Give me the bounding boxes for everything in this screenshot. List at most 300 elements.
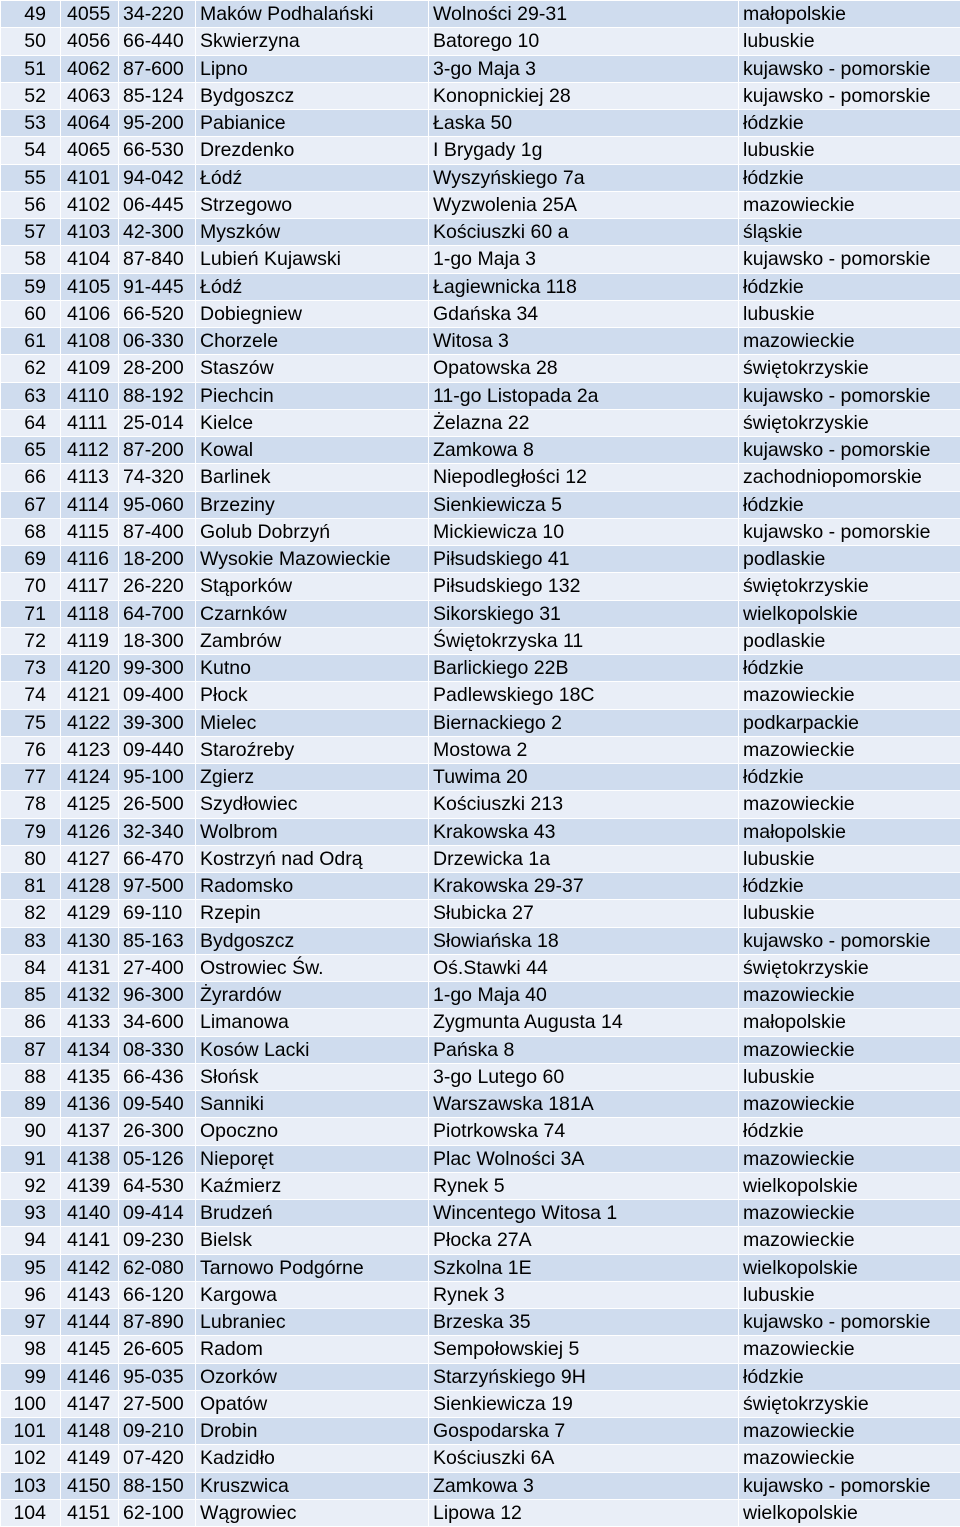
- postal-code-cell: 74-320: [119, 464, 196, 491]
- city-cell: Brudzeń: [196, 1200, 429, 1227]
- table-row: [1, 1036, 960, 1063]
- street-address-cell: Brzeska 35: [429, 1309, 739, 1336]
- region-cell: łódzkie: [739, 1118, 960, 1145]
- region-cell: lubuskie: [739, 137, 960, 164]
- branch-id-cell: 4147: [61, 1390, 119, 1417]
- postal-code-cell: 09-230: [119, 1227, 196, 1254]
- branch-id-cell: 4101: [61, 164, 119, 191]
- region-cell: świętokrzyskie: [739, 409, 960, 436]
- table-row: [1, 1254, 960, 1281]
- region-cell: łódzkie: [739, 164, 960, 191]
- postal-code-cell: 87-400: [119, 518, 196, 545]
- table-row: [1, 1091, 960, 1118]
- region-cell: lubuskie: [739, 1281, 960, 1308]
- row-number-cell: 51: [1, 55, 61, 82]
- region-cell: lubuskie: [739, 845, 960, 872]
- street-address-cell: Zygmunta Augusta 14: [429, 1009, 739, 1036]
- postal-code-cell: 28-200: [119, 355, 196, 382]
- branch-id-cell: 4145: [61, 1336, 119, 1363]
- street-address-cell: Kościuszki 60 a: [429, 219, 739, 246]
- street-address-cell: Krakowska 43: [429, 818, 739, 845]
- table-row: [1, 1336, 960, 1363]
- table-row: [1, 627, 960, 654]
- street-address-cell: Lipowa 12: [429, 1499, 739, 1526]
- branch-id-cell: 4133: [61, 1009, 119, 1036]
- branch-id-cell: 4119: [61, 627, 119, 654]
- city-cell: Opoczno: [196, 1118, 429, 1145]
- region-cell: kujawsko - pomorskie: [739, 1472, 960, 1499]
- city-cell: Drezdenko: [196, 137, 429, 164]
- street-address-cell: Oś.Stawki 44: [429, 954, 739, 981]
- branch-id-cell: 4106: [61, 300, 119, 327]
- region-cell: mazowieckie: [739, 1200, 960, 1227]
- postal-code-cell: 64-530: [119, 1172, 196, 1199]
- city-cell: Tarnowo Podgórne: [196, 1254, 429, 1281]
- row-number-cell: 52: [1, 82, 61, 109]
- postal-code-cell: 09-414: [119, 1200, 196, 1227]
- region-cell: śląskie: [739, 219, 960, 246]
- postal-code-cell: 97-500: [119, 873, 196, 900]
- postal-code-cell: 26-500: [119, 791, 196, 818]
- city-cell: Barlinek: [196, 464, 429, 491]
- region-cell: łódzkie: [739, 1363, 960, 1390]
- postal-code-cell: 32-340: [119, 818, 196, 845]
- row-number-cell: 96: [1, 1281, 61, 1308]
- street-address-cell: Niepodległości 12: [429, 464, 739, 491]
- street-address-cell: Batorego 10: [429, 28, 739, 55]
- city-cell: Skwierzyna: [196, 28, 429, 55]
- street-address-cell: Piłsudskiego 132: [429, 573, 739, 600]
- table-row: [1, 464, 960, 491]
- branch-id-cell: 4118: [61, 600, 119, 627]
- region-cell: mazowieckie: [739, 1336, 960, 1363]
- table-row: [1, 655, 960, 682]
- branch-id-cell: 4124: [61, 764, 119, 791]
- postal-code-cell: 34-600: [119, 1009, 196, 1036]
- table-row: [1, 600, 960, 627]
- postal-code-cell: 42-300: [119, 219, 196, 246]
- table-row: [1, 1227, 960, 1254]
- region-cell: łódzkie: [739, 655, 960, 682]
- table-row: [1, 82, 960, 109]
- row-number-cell: 97: [1, 1309, 61, 1336]
- branch-id-cell: 4137: [61, 1118, 119, 1145]
- table-row: [1, 1445, 960, 1472]
- branch-id-cell: 4109: [61, 355, 119, 382]
- table-row: [1, 300, 960, 327]
- region-cell: łódzkie: [739, 491, 960, 518]
- postal-code-cell: 39-300: [119, 709, 196, 736]
- table-row: [1, 382, 960, 409]
- city-cell: Nieporęt: [196, 1145, 429, 1172]
- region-cell: kujawsko - pomorskie: [739, 382, 960, 409]
- postal-code-cell: 27-500: [119, 1390, 196, 1417]
- postal-code-cell: 66-440: [119, 28, 196, 55]
- city-cell: Czarnków: [196, 600, 429, 627]
- table-row: [1, 900, 960, 927]
- postal-code-cell: 85-163: [119, 927, 196, 954]
- row-number-cell: 78: [1, 791, 61, 818]
- postal-code-cell: 66-120: [119, 1281, 196, 1308]
- postal-code-cell: 27-400: [119, 954, 196, 981]
- region-cell: mazowieckie: [739, 1418, 960, 1445]
- table-row: [1, 818, 960, 845]
- table-row: [1, 137, 960, 164]
- region-cell: mazowieckie: [739, 1036, 960, 1063]
- city-cell: Opatów: [196, 1390, 429, 1417]
- street-address-cell: Gospodarska 7: [429, 1418, 739, 1445]
- postal-code-cell: 85-124: [119, 82, 196, 109]
- postal-code-cell: 34-220: [119, 1, 196, 28]
- street-address-cell: Zamkowa 3: [429, 1472, 739, 1499]
- street-address-cell: Konopnickiej 28: [429, 82, 739, 109]
- region-cell: kujawsko - pomorskie: [739, 1309, 960, 1336]
- row-number-cell: 58: [1, 246, 61, 273]
- city-cell: Ostrowiec Św.: [196, 954, 429, 981]
- row-number-cell: 53: [1, 110, 61, 137]
- street-address-cell: I Brygady 1g: [429, 137, 739, 164]
- region-cell: mazowieckie: [739, 982, 960, 1009]
- street-address-cell: Zamkowa 8: [429, 437, 739, 464]
- branch-id-cell: 4103: [61, 219, 119, 246]
- branch-id-cell: 4104: [61, 246, 119, 273]
- row-number-cell: 60: [1, 300, 61, 327]
- branch-id-cell: 4063: [61, 82, 119, 109]
- street-address-cell: Tuwima 20: [429, 764, 739, 791]
- street-address-cell: 11-go Listopada 2a: [429, 382, 739, 409]
- city-cell: Strzegowo: [196, 191, 429, 218]
- table-row: [1, 1009, 960, 1036]
- table-row: [1, 573, 960, 600]
- postal-code-cell: 88-150: [119, 1472, 196, 1499]
- street-address-cell: Szkolna 1E: [429, 1254, 739, 1281]
- postal-code-cell: 05-126: [119, 1145, 196, 1172]
- city-cell: Staroźreby: [196, 736, 429, 763]
- city-cell: Dobiegniew: [196, 300, 429, 327]
- city-cell: Mielec: [196, 709, 429, 736]
- region-cell: mazowieckie: [739, 1445, 960, 1472]
- region-cell: mazowieckie: [739, 328, 960, 355]
- region-cell: podlaskie: [739, 546, 960, 573]
- table-row: [1, 1472, 960, 1499]
- row-number-cell: 50: [1, 28, 61, 55]
- table-row: [1, 409, 960, 436]
- row-number-cell: 89: [1, 1091, 61, 1118]
- region-cell: wielkopolskie: [739, 1172, 960, 1199]
- postal-code-cell: 99-300: [119, 655, 196, 682]
- branch-id-cell: 4140: [61, 1200, 119, 1227]
- row-number-cell: 77: [1, 764, 61, 791]
- street-address-cell: Gdańska 34: [429, 300, 739, 327]
- city-cell: Lipno: [196, 55, 429, 82]
- region-cell: lubuskie: [739, 28, 960, 55]
- row-number-cell: 83: [1, 927, 61, 954]
- postal-code-cell: 66-520: [119, 300, 196, 327]
- table-row: [1, 1145, 960, 1172]
- row-number-cell: 100: [1, 1390, 61, 1417]
- city-cell: Kadzidło: [196, 1445, 429, 1472]
- street-address-cell: Świętokrzyska 11: [429, 627, 739, 654]
- row-number-cell: 95: [1, 1254, 61, 1281]
- street-address-cell: Wincentego Witosa 1: [429, 1200, 739, 1227]
- city-cell: Limanowa: [196, 1009, 429, 1036]
- row-number-cell: 67: [1, 491, 61, 518]
- region-cell: mazowieckie: [739, 736, 960, 763]
- row-number-cell: 103: [1, 1472, 61, 1499]
- city-cell: Żyrardów: [196, 982, 429, 1009]
- region-cell: mazowieckie: [739, 682, 960, 709]
- branch-id-cell: 4126: [61, 818, 119, 845]
- postal-code-cell: 95-100: [119, 764, 196, 791]
- branch-id-cell: 4116: [61, 546, 119, 573]
- row-number-cell: 102: [1, 1445, 61, 1472]
- row-number-cell: 56: [1, 191, 61, 218]
- city-cell: Zambrów: [196, 627, 429, 654]
- row-number-cell: 74: [1, 682, 61, 709]
- city-cell: Kostrzyń nad Odrą: [196, 845, 429, 872]
- region-cell: mazowieckie: [739, 191, 960, 218]
- table-row: [1, 1200, 960, 1227]
- region-cell: łódzkie: [739, 873, 960, 900]
- region-cell: mazowieckie: [739, 791, 960, 818]
- region-cell: świętokrzyskie: [739, 1390, 960, 1417]
- row-number-cell: 49: [1, 1, 61, 28]
- region-cell: wielkopolskie: [739, 600, 960, 627]
- branch-id-cell: 4151: [61, 1499, 119, 1526]
- row-number-cell: 55: [1, 164, 61, 191]
- row-number-cell: 69: [1, 546, 61, 573]
- region-cell: kujawsko - pomorskie: [739, 55, 960, 82]
- branch-id-cell: 4130: [61, 927, 119, 954]
- postal-code-cell: 87-200: [119, 437, 196, 464]
- postal-code-cell: 09-540: [119, 1091, 196, 1118]
- branch-id-cell: 4143: [61, 1281, 119, 1308]
- city-cell: Rzepin: [196, 900, 429, 927]
- branch-id-cell: 4135: [61, 1063, 119, 1090]
- row-number-cell: 98: [1, 1336, 61, 1363]
- street-address-cell: Kościuszki 213: [429, 791, 739, 818]
- region-cell: świętokrzyskie: [739, 954, 960, 981]
- branch-id-cell: 4139: [61, 1172, 119, 1199]
- table-row: [1, 1363, 960, 1390]
- postal-code-cell: 06-330: [119, 328, 196, 355]
- city-cell: Wągrowiec: [196, 1499, 429, 1526]
- branch-id-cell: 4136: [61, 1091, 119, 1118]
- street-address-cell: Piotrkowska 74: [429, 1118, 739, 1145]
- region-cell: kujawsko - pomorskie: [739, 927, 960, 954]
- city-cell: Bielsk: [196, 1227, 429, 1254]
- postal-code-cell: 26-220: [119, 573, 196, 600]
- branch-id-cell: 4114: [61, 491, 119, 518]
- row-number-cell: 71: [1, 600, 61, 627]
- branch-id-cell: 4148: [61, 1418, 119, 1445]
- street-address-cell: Starzyńskiego 9H: [429, 1363, 739, 1390]
- row-number-cell: 99: [1, 1363, 61, 1390]
- city-cell: Łódź: [196, 164, 429, 191]
- postal-code-cell: 95-035: [119, 1363, 196, 1390]
- street-address-cell: Warszawska 181A: [429, 1091, 739, 1118]
- row-number-cell: 75: [1, 709, 61, 736]
- branch-id-cell: 4111: [61, 409, 119, 436]
- region-cell: małopolskie: [739, 818, 960, 845]
- region-cell: świętokrzyskie: [739, 573, 960, 600]
- city-cell: Lubień Kujawski: [196, 246, 429, 273]
- row-number-cell: 65: [1, 437, 61, 464]
- city-cell: Szydłowiec: [196, 791, 429, 818]
- branch-id-cell: 4120: [61, 655, 119, 682]
- row-number-cell: 94: [1, 1227, 61, 1254]
- postal-code-cell: 09-400: [119, 682, 196, 709]
- row-number-cell: 84: [1, 954, 61, 981]
- branch-id-cell: 4146: [61, 1363, 119, 1390]
- table-row: [1, 191, 960, 218]
- city-cell: Sanniki: [196, 1091, 429, 1118]
- street-address-cell: Żelazna 22: [429, 409, 739, 436]
- postal-code-cell: 09-210: [119, 1418, 196, 1445]
- street-address-cell: Rynek 3: [429, 1281, 739, 1308]
- postal-code-cell: 08-330: [119, 1036, 196, 1063]
- row-number-cell: 64: [1, 409, 61, 436]
- row-number-cell: 72: [1, 627, 61, 654]
- street-address-cell: 1-go Maja 3: [429, 246, 739, 273]
- row-number-cell: 68: [1, 518, 61, 545]
- branch-id-cell: 4129: [61, 900, 119, 927]
- table-row: [1, 1390, 960, 1417]
- table-row: [1, 491, 960, 518]
- region-cell: łódzkie: [739, 110, 960, 137]
- region-cell: małopolskie: [739, 1, 960, 28]
- postal-code-cell: 09-440: [119, 736, 196, 763]
- postal-code-cell: 69-110: [119, 900, 196, 927]
- row-number-cell: 101: [1, 1418, 61, 1445]
- city-cell: Brzeziny: [196, 491, 429, 518]
- region-cell: mazowieckie: [739, 1145, 960, 1172]
- branch-id-cell: 4117: [61, 573, 119, 600]
- branch-id-cell: 4123: [61, 736, 119, 763]
- region-cell: świętokrzyskie: [739, 355, 960, 382]
- street-address-cell: Sikorskiego 31: [429, 600, 739, 627]
- city-cell: Kielce: [196, 409, 429, 436]
- postal-code-cell: 66-530: [119, 137, 196, 164]
- row-number-cell: 61: [1, 328, 61, 355]
- postal-code-cell: 26-300: [119, 1118, 196, 1145]
- street-address-cell: Wolności 29-31: [429, 1, 739, 28]
- city-cell: Radomsko: [196, 873, 429, 900]
- city-cell: Bydgoszcz: [196, 82, 429, 109]
- street-address-cell: Sienkiewicza 19: [429, 1390, 739, 1417]
- table-row: [1, 328, 960, 355]
- region-cell: lubuskie: [739, 300, 960, 327]
- row-number-cell: 93: [1, 1200, 61, 1227]
- city-cell: Łódź: [196, 273, 429, 300]
- table-row: [1, 546, 960, 573]
- row-number-cell: 70: [1, 573, 61, 600]
- street-address-cell: Opatowska 28: [429, 355, 739, 382]
- table-row: [1, 954, 960, 981]
- row-number-cell: 88: [1, 1063, 61, 1090]
- city-cell: Zgierz: [196, 764, 429, 791]
- row-number-cell: 76: [1, 736, 61, 763]
- branch-id-cell: 4062: [61, 55, 119, 82]
- city-cell: Wolbrom: [196, 818, 429, 845]
- city-cell: Piechcin: [196, 382, 429, 409]
- street-address-cell: Padlewskiego 18C: [429, 682, 739, 709]
- street-address-cell: 1-go Maja 40: [429, 982, 739, 1009]
- branch-id-cell: 4144: [61, 1309, 119, 1336]
- street-address-cell: Wyszyńskiego 7a: [429, 164, 739, 191]
- city-cell: Pabianice: [196, 110, 429, 137]
- row-number-cell: 104: [1, 1499, 61, 1526]
- postal-code-cell: 18-200: [119, 546, 196, 573]
- street-address-cell: Piłsudskiego 41: [429, 546, 739, 573]
- row-number-cell: 54: [1, 137, 61, 164]
- row-number-cell: 91: [1, 1145, 61, 1172]
- street-address-cell: Drzewicka 1a: [429, 845, 739, 872]
- branch-id-cell: 4108: [61, 328, 119, 355]
- street-address-cell: Sempołowskiej 5: [429, 1336, 739, 1363]
- city-cell: Radom: [196, 1336, 429, 1363]
- table-row: [1, 1499, 960, 1526]
- branch-id-cell: 4134: [61, 1036, 119, 1063]
- table-row: [1, 219, 960, 246]
- branch-id-cell: 4110: [61, 382, 119, 409]
- table-row: [1, 1418, 960, 1445]
- city-cell: Stąporków: [196, 573, 429, 600]
- table-row: [1, 437, 960, 464]
- table-row: [1, 709, 960, 736]
- postal-code-cell: 91-445: [119, 273, 196, 300]
- region-cell: lubuskie: [739, 900, 960, 927]
- branch-id-cell: 4127: [61, 845, 119, 872]
- postal-code-cell: 66-436: [119, 1063, 196, 1090]
- table-row: [1, 28, 960, 55]
- region-cell: kujawsko - pomorskie: [739, 82, 960, 109]
- postal-code-cell: 94-042: [119, 164, 196, 191]
- branch-id-cell: 4132: [61, 982, 119, 1009]
- street-address-cell: 3-go Lutego 60: [429, 1063, 739, 1090]
- table-row: [1, 518, 960, 545]
- city-cell: Kargowa: [196, 1281, 429, 1308]
- branch-id-cell: 4121: [61, 682, 119, 709]
- branch-id-cell: 4128: [61, 873, 119, 900]
- city-cell: Kruszwica: [196, 1472, 429, 1499]
- table-row: [1, 1, 960, 28]
- region-cell: wielkopolskie: [739, 1499, 960, 1526]
- street-address-cell: 3-go Maja 3: [429, 55, 739, 82]
- postal-code-cell: 87-840: [119, 246, 196, 273]
- table-row: [1, 1118, 960, 1145]
- branch-id-cell: 4065: [61, 137, 119, 164]
- table-row: [1, 682, 960, 709]
- city-cell: Kosów Lacki: [196, 1036, 429, 1063]
- city-cell: Ozorków: [196, 1363, 429, 1390]
- table-row: [1, 736, 960, 763]
- region-cell: wielkopolskie: [739, 1254, 960, 1281]
- street-address-cell: Wyzwolenia 25A: [429, 191, 739, 218]
- row-number-cell: 82: [1, 900, 61, 927]
- postal-code-cell: 88-192: [119, 382, 196, 409]
- table-row: [1, 791, 960, 818]
- street-address-cell: Łaska 50: [429, 110, 739, 137]
- branch-id-cell: 4115: [61, 518, 119, 545]
- table-row: [1, 355, 960, 382]
- postal-code-cell: 95-200: [119, 110, 196, 137]
- street-address-cell: Łagiewnicka 118: [429, 273, 739, 300]
- street-address-cell: Pańska 8: [429, 1036, 739, 1063]
- row-number-cell: 63: [1, 382, 61, 409]
- table-row: [1, 246, 960, 273]
- branch-id-cell: 4102: [61, 191, 119, 218]
